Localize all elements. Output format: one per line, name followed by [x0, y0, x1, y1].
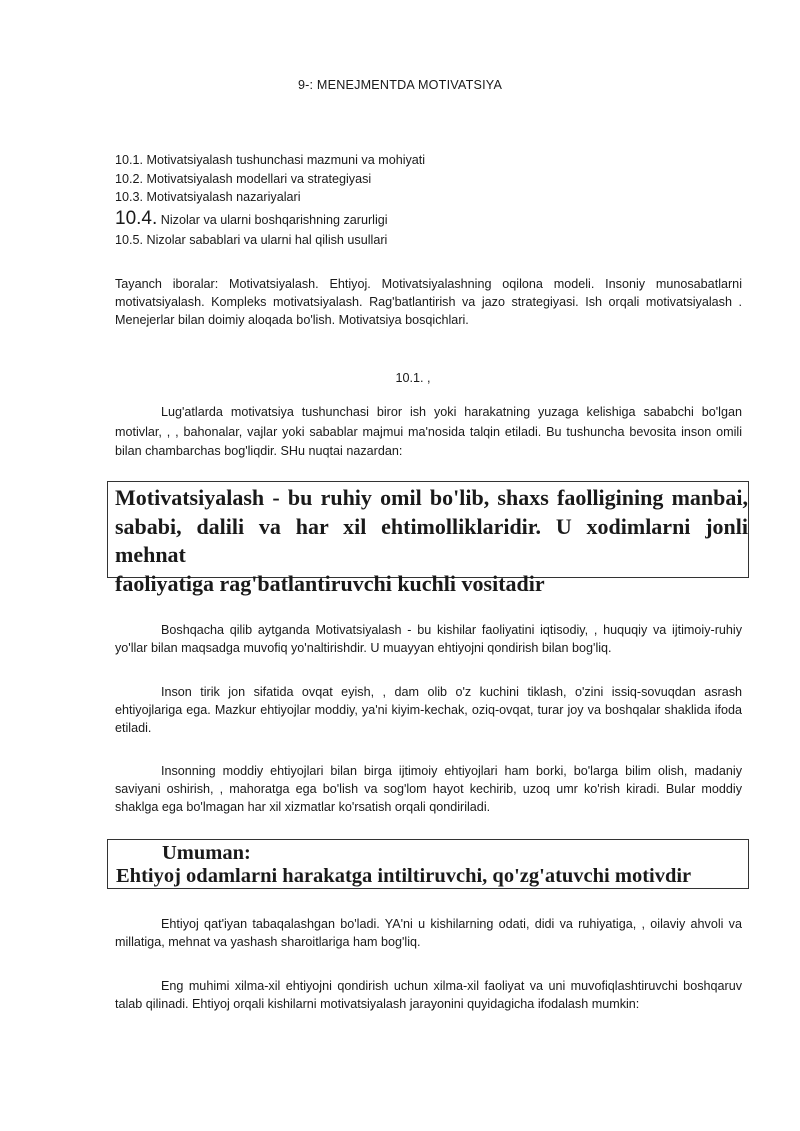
- toc-item-text: Motivatsiyalash nazariyalari: [146, 190, 301, 204]
- section-heading: 10.1. ,: [395, 371, 431, 385]
- body-paragraph-5: Ehtiyoj qat'iyan tabaqalashgan bo'ladi. YA'ni u kishilarning odati, didi va ruhiyatiga, , oilaviy ahvoli va millatiga, mehnat va yashash sharoitlariga ham bog'liq.: [115, 917, 742, 949]
- toc-item: [115, 151, 425, 170]
- definition-line-2: sababi, dalili va har xil ehtimolliklaridir. U xodimlarni jonli mehnat: [115, 513, 748, 567]
- toc-item-number: 10.4.: [115, 207, 158, 229]
- definition-box: [107, 481, 749, 596]
- body-paragraph-2: Boshqacha qilib aytganda Motivatsiyalash - bu kishilar faoliyatini iqtisodiy, , huquqiy va ijtimoiy-ruhiy yo'llar bilan maqsadga muvofiq yo'naltirishdir. U muayyan ehtiyojni qondirish bilan bog'liq.: [115, 623, 742, 655]
- body-paragraph-4: Insonning moddiy ehtiyojlari bilan birga ijtimoiy ehtiyojlari ham borki, bo'larga bilim olish, madaniy saviyani oshirish, , mahoratga ega bo'lish va sog'lom hayot kechirib, uzoq umr ko'rish kiradi. Bular moddiy shaklga ega bo'lmagan har xil xizmatlar ko'rsatish orqali qondiriladi.: [115, 764, 742, 814]
- keywords-paragraph: Tayanch iboralar: Motivatsiyalash. Ehtiyoj. Motivatsiyalashning oqilona modeli. Insoniy munosabatlarni motivatsiyalash. Kompleks motivatsiyalash. Rag'batlantirish va jazo strategiyasi. Ish orqali motivatsiyalash . Menejerlar bilan doimiy aloqada bo'lish. Motivatsiya bosqichlari.: [115, 277, 742, 327]
- toc-item-number: 10.5.: [115, 232, 144, 247]
- summary-heading: Umuman:: [162, 842, 251, 864]
- toc-item: [115, 231, 425, 250]
- toc-item-text: Motivatsiyalash tushunchasi mazmuni va mohiyati: [146, 153, 426, 167]
- toc-item: [115, 188, 425, 207]
- toc-item-number: 10.2.: [115, 171, 144, 186]
- toc-item-text: Nizolar sabablari va ularni hal qilish usullari: [146, 232, 388, 247]
- toc-item: [115, 207, 425, 231]
- body-paragraph-3: Inson tirik jon sifatida ovqat eyish, , dam olib o'z kuchini tiklash, o'zini issiq-sovuqdan asrash ehtiyojlariga ega. Mazkur ehtiyojlar moddiy, ya'ni kiyim-kechak, oziq-ovqat, turar joy va boshqalar shaklida ifoda etiladi.: [115, 685, 742, 735]
- table-of-contents: [115, 151, 425, 249]
- page-title: 9-: MENEJMENTDA MOTIVATSIYA: [297, 78, 503, 92]
- toc-item-number: 10.3.: [115, 190, 144, 204]
- toc-item-text: Motivatsiyalash modellari va strategiyasi: [146, 171, 372, 186]
- body-paragraph-6: Eng muhimi xilma-xil ehtiyojni qondirish uchun xilma-xil faoliyat va uni muvofiqlashtiruvchi boshqaruv talab qilinadi. Ehtiyoj orqali kishilarni motivatsiyalash jarayonini quyidagicha ifodalash mumkin:: [115, 979, 742, 1011]
- definition-line-3: faoliyatiga rag'batlantiruvchi kuchli vositadir: [115, 570, 545, 596]
- summary-box: [107, 839, 749, 889]
- summary-statement: Ehtiyoj odamlarni harakatga intiltiruvchi, qo'zg'atuvchi motivdir: [116, 865, 692, 887]
- body-paragraph-1: Lug'atlarda motivatsiya tushunchasi biror ish yoki harakatning yuzaga kelishiga sababchi bo'lgan motivlar, , , bahonalar, vajlar yoki sabablar majmui ma'nosida talqin etiladi. Bu tushuncha bevosita inson omili bilan chambarchas bog'liqdir. SHu nuqtai nazardan:: [115, 405, 742, 458]
- definition-line-1: Motivatsiyalash - bu ruhiy omil bo'lib, shaxs faolligining manbai,: [115, 485, 748, 510]
- toc-item-number: 10.1.: [115, 153, 144, 167]
- toc-item-text: Nizolar va ularni boshqarishning zarurligi: [160, 212, 388, 227]
- toc-item: [115, 170, 425, 189]
